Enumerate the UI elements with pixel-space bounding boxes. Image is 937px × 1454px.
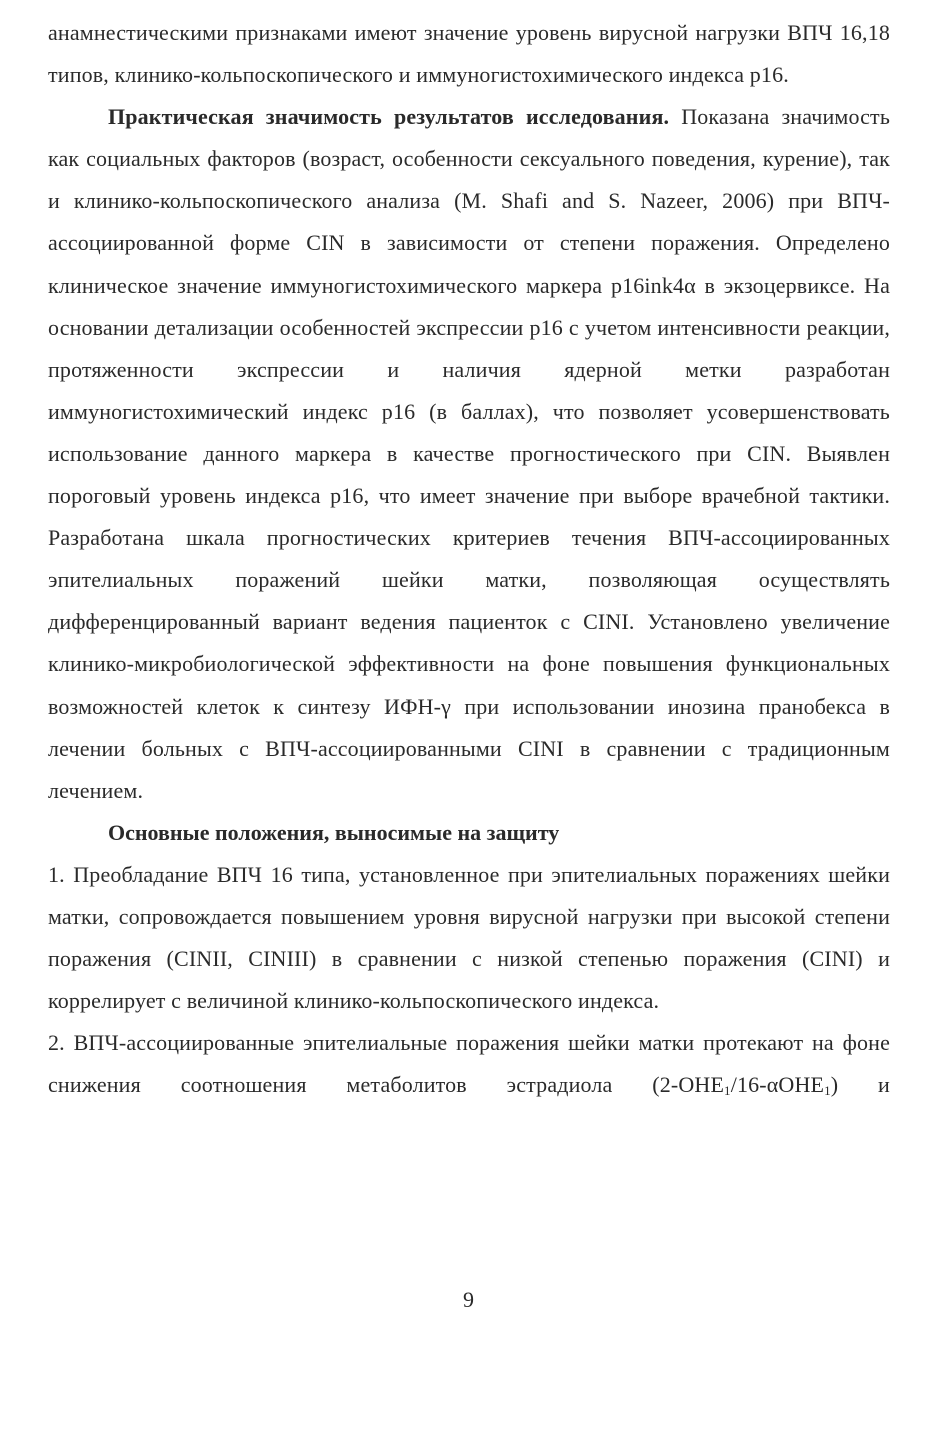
intro-text: анамнестическими признаками имеют значение уровень вирусной нагрузки ВПЧ 16,18 типов, клинико-кольпоскопического и иммуногистохимического индекса p16. [48, 20, 890, 88]
provision-item-2 [48, 1022, 890, 1106]
provisions-heading: Основные положения, выносимые на защиту [108, 819, 560, 845]
provision-item-1 [48, 854, 890, 1022]
provision-item-1-text: 1. Преобладание ВПЧ 16 типа, установленное при эпителиальных поражениях шейки матки, сопровождается повышением уровня вирусной нагрузки при высокой степени поражения (CINII, CINIII) в сравнении с низкой степенью поражения (CINI) и коррелирует с величиной клинико-кольпоскопического индекса. [48, 861, 890, 1014]
intro-paragraph [48, 12, 890, 96]
provision-item-2-text-start: 2. ВПЧ-ассоциированные эпителиальные поражения шейки матки протекают на фоне снижения соотношения метаболитов эстрадиола (2-OHE [48, 1030, 890, 1098]
provision-item-2-subscript-1: 1 [724, 1083, 731, 1099]
provision-item-2-text-mid: /16-αOHE [730, 1072, 825, 1098]
provision-item-2-subscript-2: 1 [824, 1083, 831, 1099]
practical-significance-heading: Практическая значимость результатов исследования. [108, 104, 670, 130]
practical-significance-paragraph [48, 96, 890, 812]
document-page [48, 12, 890, 1106]
page-number: 9 [463, 1287, 474, 1312]
provision-item-2-text-end: ) и [830, 1072, 890, 1098]
practical-significance-text: Показана значимость как социальных факторов (возраст, особенности сексуального поведения, курение), так и клинико-кольпоскопического анализа (M. Shafi and S. Nazeer, 2006) при ВПЧ-ассоциированной форме CIN в зависимости от степени поражения. Определено клиническое значение иммуногистохимического маркера p16ink4α в экзоцервиксе. На основании детализации особенностей экспрессии p16 с учетом интенсивности реакции, протяженности экспрессии и наличия ядерной метки разработан иммуногистохимический индекс p16 (в баллах), что позволяет усовершенствовать использование данного маркера в качестве прогностического при CIN. Выявлен пороговый уровень индекса p16, что имеет значение при выборе врачебной тактики. Разработана шкала прогностических критериев течения ВПЧ-ассоциированных эпителиальных поражений шейки матки, позволяющая осуществлять дифференцированный вариант ведения пациенток с CINI. Установлено увеличение клинико-микробиологической эффективности на фоне повышения функциональных возможностей клеток к синтезу ИФН-γ при использовании инозина пранобекса в лечении больных с ВПЧ-ассоциированными CINI в сравнении с традиционным лечением. [48, 104, 891, 803]
